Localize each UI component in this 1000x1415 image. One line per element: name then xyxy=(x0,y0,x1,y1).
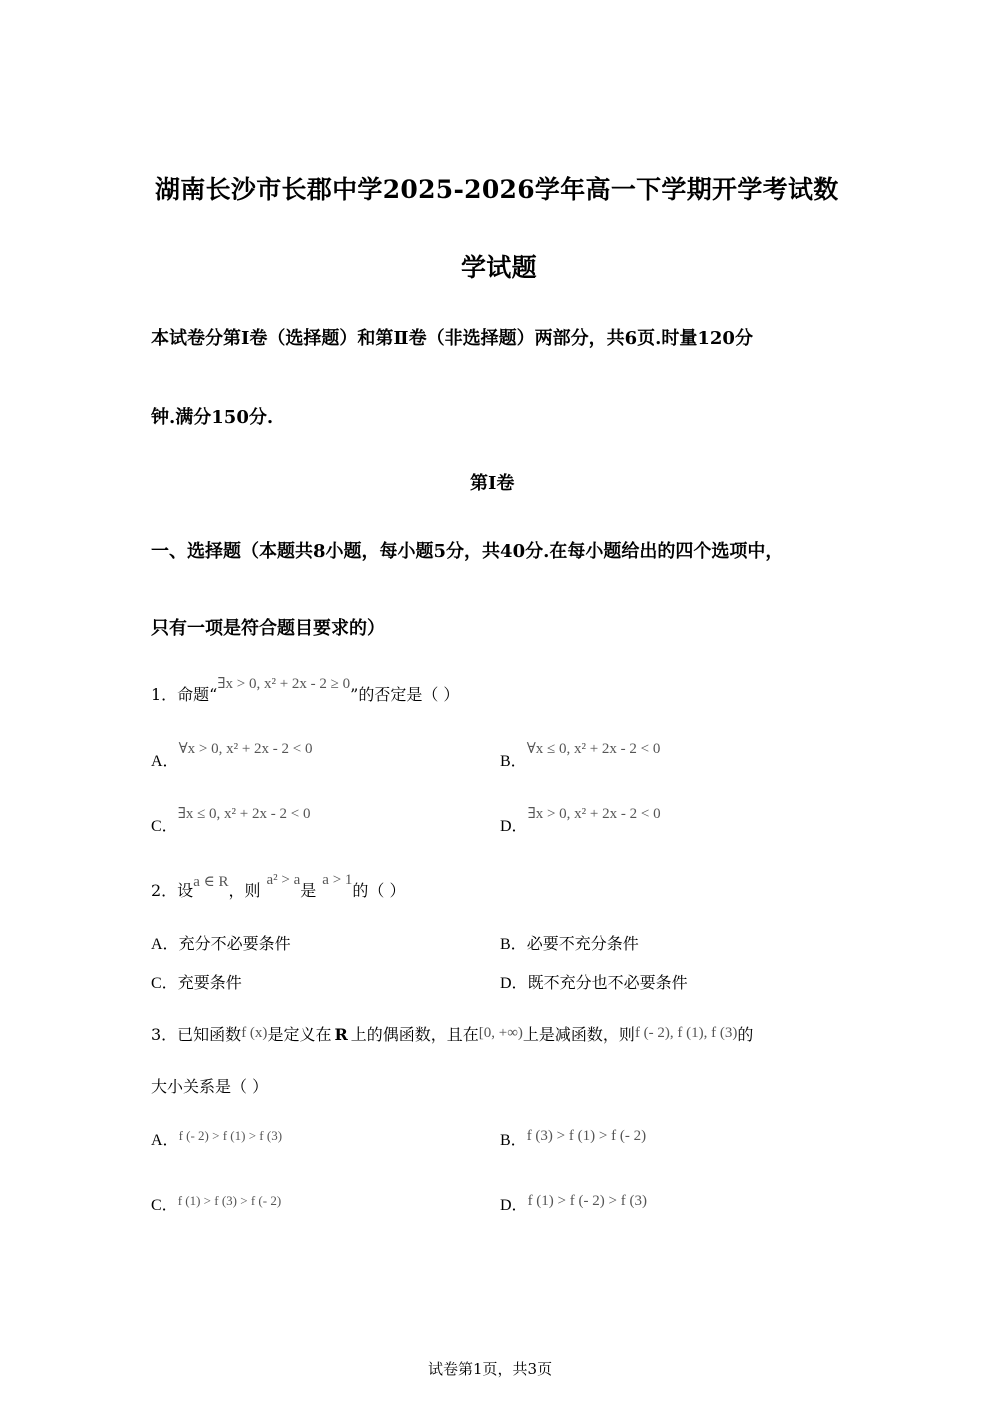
question-2-math-3: a > 1 xyxy=(322,872,353,888)
option-math: f (- 2) > f (1) > f (3) xyxy=(178,1128,283,1143)
question-1-prefix: 1．命题“ xyxy=(151,685,218,704)
question-3-stem xyxy=(151,1022,753,1045)
question-3-option-a xyxy=(151,1122,283,1149)
question-3-stem-line2: 大小关系是（ ） xyxy=(151,1077,269,1096)
option-text: 既不充分也不必要条件 xyxy=(527,973,688,992)
question-3-prefix: 3．已知函数 xyxy=(151,1025,242,1044)
page-footer: 试卷第1页，共3页 xyxy=(428,1360,553,1378)
intro-line2: 钟.满分150分. xyxy=(151,407,274,428)
option-text: 充要条件 xyxy=(177,973,242,992)
option-label: C． xyxy=(151,818,178,835)
question-1-option-a xyxy=(151,735,313,770)
question-1-option-b xyxy=(500,735,661,770)
question-2-math-2: a² > a xyxy=(266,872,301,888)
question-2-math-1: a ∈ R xyxy=(193,874,229,890)
option-label: C． xyxy=(151,975,178,992)
question-3-mid-1: 是定义在 xyxy=(267,1025,332,1044)
question-3-option-b xyxy=(500,1122,647,1149)
option-label: B． xyxy=(500,753,527,770)
option-text: 必要不充分条件 xyxy=(526,934,639,953)
question-3-suffix: 的 xyxy=(737,1025,754,1044)
question-3-mid-2: 上的偶函数，且在 xyxy=(350,1025,479,1044)
question-2-prefix: 2．设 xyxy=(151,881,194,900)
intro-line1: 本试卷分第Ⅰ卷（选择题）和第Ⅱ卷（非选择题）两部分，共6页.时量120分 xyxy=(151,328,753,349)
option-math: f (1) > f (3) > f (- 2) xyxy=(177,1193,282,1208)
doc-title-line2: 学试题 xyxy=(461,253,537,282)
option-label: B． xyxy=(500,1132,527,1149)
option-label: A． xyxy=(151,753,179,770)
option-label: B． xyxy=(500,936,527,953)
question-3-option-c xyxy=(151,1187,282,1214)
question-3-math-1: f (x) xyxy=(241,1025,268,1041)
question-2-option-c xyxy=(151,970,242,993)
question-3-mid-3: 上是减函数，则 xyxy=(522,1025,635,1044)
question-2-option-b xyxy=(500,931,639,954)
question-1-option-d xyxy=(500,800,661,835)
option-math: ∃x > 0, x² + 2x - 2 < 0 xyxy=(527,806,661,822)
part-one-line2: 只有一项是符合题目要求的） xyxy=(151,618,385,639)
question-2-mid-1: ，则 xyxy=(228,881,261,900)
option-math: ∀x > 0, x² + 2x - 2 < 0 xyxy=(178,741,313,757)
question-1-stem xyxy=(151,676,460,705)
doc-title-line1: 湖南长沙市长郡中学2025-2026学年高一下学期开学考试数 xyxy=(155,175,839,204)
option-math: f (3) > f (1) > f (- 2) xyxy=(526,1128,647,1144)
question-2-stem xyxy=(151,872,406,901)
question-2-suffix: 的（ ） xyxy=(352,881,406,900)
question-3-math-2: [0, +∞) xyxy=(478,1025,523,1041)
question-2-option-d xyxy=(500,970,688,993)
question-2-mid-2: 是 xyxy=(300,881,317,900)
option-label: A． xyxy=(151,936,179,953)
option-label: D． xyxy=(500,818,528,835)
option-math: ∀x ≤ 0, x² + 2x - 2 < 0 xyxy=(526,741,661,757)
question-3-math-3: f (- 2), f (1), f (3) xyxy=(634,1025,738,1041)
option-math: f (1) > f (- 2) > f (3) xyxy=(527,1193,647,1209)
question-1-option-c xyxy=(151,800,311,835)
option-label: C． xyxy=(151,1197,178,1214)
option-label: D． xyxy=(500,975,528,992)
section-heading: 第Ⅰ卷 xyxy=(470,473,515,494)
question-3-bold-r: R xyxy=(334,1025,348,1044)
question-1-math: ∃x > 0, x² + 2x - 2 ≥ 0 xyxy=(217,676,351,692)
option-text: 充分不必要条件 xyxy=(178,934,291,953)
question-3-option-d xyxy=(500,1187,647,1214)
option-label: A． xyxy=(151,1132,179,1149)
question-2-option-a xyxy=(151,931,291,954)
part-one-line1: 一、选择题（本题共8小题，每小题5分，共40分.在每小题给出的四个选项中， xyxy=(151,541,784,562)
option-label: D． xyxy=(500,1197,528,1214)
question-1-suffix: ”的否定是（ ） xyxy=(350,685,460,704)
option-math: ∃x ≤ 0, x² + 2x - 2 < 0 xyxy=(177,806,311,822)
